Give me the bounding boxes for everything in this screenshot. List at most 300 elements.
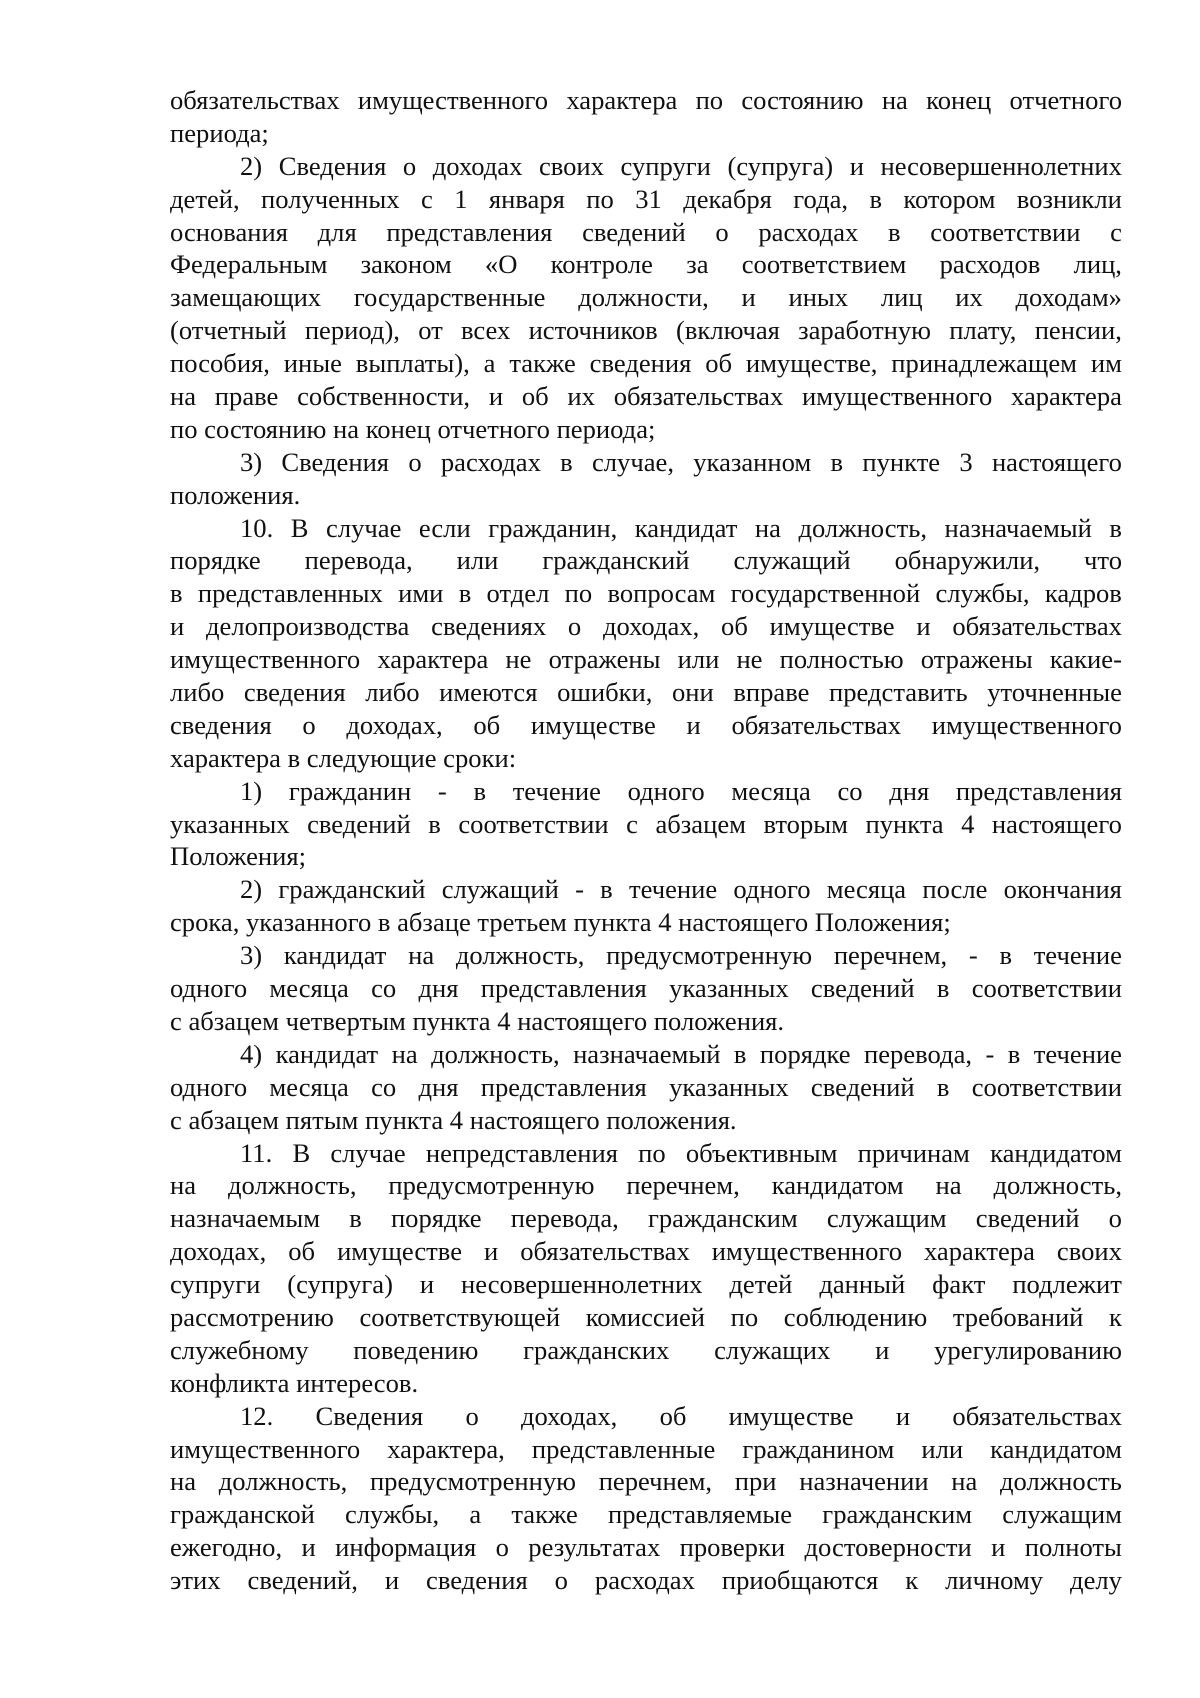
word: законом [360, 249, 452, 280]
word: и [301, 1532, 316, 1563]
word: служащий [733, 545, 851, 576]
word: порядке [170, 545, 261, 576]
text-line [170, 1137, 1122, 1170]
word: какие- [1049, 644, 1122, 675]
word: течение [512, 775, 601, 806]
word: дня [418, 973, 459, 1004]
word: случае [330, 1137, 406, 1168]
word: по [730, 1301, 759, 1332]
word: месяца [269, 1071, 349, 1102]
word: гражданин [288, 775, 412, 806]
word: должность, [798, 512, 927, 543]
word: имущественного [802, 381, 993, 412]
word: что [1084, 545, 1122, 576]
text-line [170, 1334, 1122, 1367]
word: кандидат [634, 512, 738, 543]
word: заработную [798, 315, 932, 346]
document-page [170, 84, 1122, 1597]
word: они [671, 677, 714, 708]
word: в [560, 446, 573, 477]
word: несовершеннолетних [461, 1269, 703, 1300]
text-line [170, 1498, 1122, 1531]
word: гражданский [542, 545, 690, 576]
word: предусмотренную [388, 1170, 595, 1201]
word: имущественного [170, 1433, 361, 1464]
word: соответствующей [359, 1301, 561, 1332]
word: факт [932, 1269, 986, 1300]
word: соответствии [971, 1071, 1122, 1102]
word: либо [365, 677, 420, 708]
word: и [991, 1532, 1006, 1563]
text-line [170, 1564, 1122, 1597]
word: в [869, 183, 883, 214]
word: случае, [591, 446, 674, 477]
word: и [895, 1400, 911, 1431]
word: в [1109, 512, 1122, 543]
word: должность, [218, 1466, 348, 1497]
word: личному [945, 1565, 1044, 1596]
word: характера [923, 1236, 1035, 1267]
word: представления [955, 775, 1122, 806]
word: одного [170, 1071, 248, 1102]
word: предусмотренную [369, 1466, 577, 1497]
word: пособия, [170, 348, 270, 379]
word: и [170, 611, 185, 642]
word: сведений [810, 973, 915, 1004]
word: своих [1056, 1236, 1122, 1267]
text-line [170, 775, 1122, 808]
text-line: характера в следующие сроки: [170, 742, 517, 773]
word: в [1007, 1038, 1021, 1069]
word: течение [628, 874, 718, 905]
word: характера [566, 85, 678, 115]
word: по [638, 1137, 666, 1168]
word: представленных [197, 578, 383, 609]
word: доходам» [1015, 282, 1122, 313]
word: о [408, 446, 422, 477]
word: соответствием [741, 249, 907, 280]
word: своих [538, 150, 604, 181]
word: в [936, 973, 950, 1004]
word: представляемые [608, 1499, 793, 1530]
word: характера [377, 644, 489, 675]
word: в [473, 775, 487, 806]
text-line [170, 216, 1122, 249]
text-line [170, 314, 1122, 347]
text-line: конфликта интересов. [170, 1367, 419, 1398]
word: поведению [353, 1334, 479, 1365]
word: несовершеннолетних [880, 150, 1122, 181]
word: обязательствах [170, 85, 340, 115]
word: об [659, 1400, 687, 1431]
word: об [473, 709, 501, 740]
word: их [567, 381, 595, 412]
word: месяца [269, 973, 349, 1004]
text-line: Положения; [170, 841, 306, 872]
word: служебному [170, 1334, 309, 1365]
word: приобщаются [721, 1565, 879, 1596]
word: детей, [170, 183, 240, 214]
word: этих [170, 1565, 221, 1596]
word: должность, [455, 940, 585, 971]
word: имуществе [337, 1236, 462, 1267]
word: на [170, 1466, 197, 1497]
word: представления [480, 1071, 647, 1102]
word: представленные [531, 1433, 716, 1464]
word: 31 [635, 183, 662, 214]
word: на [754, 512, 781, 543]
word: перечнем, [833, 940, 948, 971]
word: доходах, [170, 1236, 267, 1267]
word: с [626, 808, 638, 839]
word: делу [1070, 1565, 1122, 1596]
word: сведений [307, 808, 411, 839]
word: принадлежащем [891, 348, 1077, 379]
word: указанных [669, 1071, 789, 1102]
word: о [715, 216, 729, 247]
word: представить [829, 677, 968, 708]
word: назначаемый [944, 512, 1092, 543]
word: для [317, 216, 357, 247]
word: и [916, 611, 931, 642]
word: на [170, 381, 197, 412]
word: - [575, 874, 584, 905]
word: полноты [1024, 1532, 1122, 1563]
word: указанном [693, 446, 812, 477]
word: о [402, 150, 417, 181]
text-line [170, 1400, 1122, 1433]
word: кандидат [283, 940, 387, 971]
word: пункта [865, 808, 944, 839]
word: всех [461, 315, 511, 346]
word: 3) [240, 940, 263, 971]
word: обязательствах [520, 1236, 690, 1267]
word: 3) [240, 446, 263, 477]
word: служащих [714, 1334, 831, 1365]
word: состоянию [741, 85, 864, 115]
text-line [170, 1235, 1122, 1268]
word: 1 [454, 183, 468, 214]
word: «О [484, 249, 518, 280]
word: со [371, 1071, 397, 1102]
word: перечнем, [626, 1170, 740, 1201]
word: имущественного [711, 1236, 902, 1267]
word: и [384, 1565, 400, 1596]
word: о [567, 611, 582, 642]
word: подлежит [1012, 1269, 1122, 1300]
word: месяца [731, 775, 811, 806]
word: порядке [759, 1038, 851, 1069]
word: имуществе, [745, 348, 878, 379]
word: им [1090, 348, 1122, 379]
word: назначении [799, 1466, 929, 1497]
text-line [170, 1301, 1122, 1334]
word: - [968, 940, 978, 971]
word: обязательствах [731, 709, 902, 740]
word: расходах [594, 1565, 695, 1596]
word: ошибки, [557, 677, 653, 708]
word: сведения [243, 677, 346, 708]
word: если [418, 512, 471, 543]
word: одного [733, 874, 811, 905]
word: сведения [426, 1565, 528, 1596]
text-line [170, 676, 1122, 709]
word: характера, [387, 1433, 505, 1464]
word: абзацем [655, 808, 746, 839]
text-line [170, 380, 1122, 413]
word: кадров [1044, 578, 1122, 609]
word: пенсии, [1034, 315, 1122, 346]
word: вопросам [607, 578, 716, 609]
word: информация [335, 1532, 477, 1563]
text-line [170, 610, 1122, 643]
word: кандидатом [771, 1170, 904, 1201]
word: отражены [548, 644, 661, 675]
word: назначаемым [170, 1203, 321, 1234]
word: дня [418, 1071, 459, 1102]
word: а [483, 348, 496, 379]
word: полностью [779, 644, 904, 675]
word: порядке [390, 1203, 482, 1234]
word: иных [788, 282, 849, 313]
word: 11. [240, 1137, 273, 1168]
word: на [951, 1466, 978, 1497]
word: года, [793, 183, 849, 214]
word: доходах, [602, 611, 700, 642]
word: а [469, 1499, 482, 1530]
word: обнаружили, [894, 545, 1041, 576]
word: службы, [345, 1499, 440, 1530]
word: на [170, 1170, 197, 1201]
word: обязательствах [952, 1400, 1122, 1431]
word: гражданин, [488, 512, 618, 543]
word: контроле [550, 249, 653, 280]
word: при [734, 1466, 777, 1497]
word: одного [627, 775, 705, 806]
word: супруги [620, 150, 711, 181]
text-line [170, 577, 1122, 610]
word: требований [952, 1301, 1084, 1332]
word: возникли [1016, 183, 1122, 214]
word: имуществе [769, 611, 895, 642]
text-line [170, 544, 1122, 577]
word: Сведения [278, 150, 387, 181]
text-line [170, 972, 1122, 1005]
word: и [849, 150, 864, 181]
word: обязательствах [613, 381, 784, 412]
text-line [170, 512, 1122, 545]
word: 4) [240, 1038, 263, 1069]
word: государственные [353, 282, 546, 313]
word: В [290, 512, 309, 543]
word: об [521, 381, 549, 412]
word: комиссией [585, 1301, 705, 1332]
word: назначаемый [573, 1038, 721, 1069]
text-line [170, 1268, 1122, 1301]
word: отдел [486, 578, 550, 609]
word: сведений [975, 1203, 1080, 1234]
word: должность, [431, 1038, 560, 1069]
word: о [465, 1400, 479, 1431]
word: 3 [959, 446, 973, 477]
word: уточненные [987, 677, 1122, 708]
word: должность, [993, 1170, 1122, 1201]
word: котором [903, 183, 996, 214]
word: в [999, 940, 1012, 971]
word: о [1108, 1203, 1122, 1234]
word: проверки [679, 1532, 786, 1563]
word: к [905, 1565, 919, 1596]
word: отчетного [1009, 85, 1122, 115]
word: перевода, [510, 1203, 619, 1234]
word: рассмотрению [170, 1301, 334, 1332]
word: кандидатом [990, 1137, 1122, 1168]
word: либо [170, 677, 225, 708]
word: окончания [1003, 874, 1122, 905]
word: настоящего [991, 808, 1122, 839]
word: соответствии [930, 216, 1081, 247]
word: замещающих [170, 282, 322, 313]
word: указанных [170, 808, 290, 839]
word: имеются [439, 677, 538, 708]
word: ими [398, 578, 444, 609]
word: течение [1033, 940, 1122, 971]
word: полученных [261, 183, 400, 214]
word: гражданином [742, 1433, 895, 1464]
word: от [418, 315, 443, 346]
word: гражданским [647, 1203, 798, 1234]
word: конец [926, 85, 992, 115]
word: на [881, 85, 908, 115]
word: и [741, 282, 756, 313]
word: плату, [949, 315, 1017, 346]
word: декабря [683, 183, 772, 214]
word: об [721, 611, 748, 642]
word: и [686, 709, 701, 740]
word: о [302, 709, 316, 740]
word: должности, [578, 282, 709, 313]
word: соответствии [971, 973, 1122, 1004]
word: сведениях [431, 611, 547, 642]
word: об [705, 348, 733, 379]
word: к [1109, 1301, 1122, 1332]
word: должность [1000, 1466, 1122, 1497]
word: в [830, 446, 844, 477]
word: период), [304, 315, 400, 346]
word: урегулированию [934, 1334, 1122, 1365]
word: одного [170, 973, 248, 1004]
word: на [391, 1038, 418, 1069]
text-line: с абзацем пятым пункта 4 настоящего положения. [170, 1104, 737, 1135]
word: причинам [857, 1137, 970, 1168]
text-line: по состоянию на конец отчетного периода; [170, 413, 656, 444]
word: супруги [170, 1269, 261, 1300]
word: также [511, 1499, 578, 1530]
word: ежегодно, [170, 1532, 283, 1563]
word: сведений, [247, 1565, 358, 1596]
word: (супруга) [727, 150, 834, 181]
text-line [170, 1071, 1122, 1104]
word: (супруга) [287, 1269, 393, 1300]
word: 4 [961, 808, 975, 839]
word: В [292, 1137, 311, 1168]
word: дня [889, 775, 930, 806]
word: вторым [763, 808, 848, 839]
word: не [505, 644, 532, 675]
text-line [170, 248, 1122, 281]
word: основания [170, 216, 288, 247]
word: служащий [441, 874, 559, 905]
word: соблюдению [783, 1301, 928, 1332]
word: государственной [730, 578, 921, 609]
word: 1) [240, 775, 263, 806]
word: Федеральным [170, 249, 328, 280]
word: случае [326, 512, 402, 543]
word: служащим [826, 1203, 947, 1234]
word: в [936, 1071, 950, 1102]
word: имуществе [728, 1400, 854, 1431]
word: соответствии [458, 808, 609, 839]
word: о [554, 1565, 568, 1596]
word: января [488, 183, 565, 214]
word: 2) [240, 150, 263, 181]
word: (отчетный [170, 315, 287, 346]
word: кандидатом [990, 1433, 1122, 1464]
word: со [837, 775, 863, 806]
word: в [600, 874, 613, 905]
word: иные [283, 348, 342, 379]
word: праве [214, 381, 279, 412]
word: сведений [810, 1071, 915, 1102]
text-line: положения. [170, 479, 301, 510]
text-line [170, 643, 1122, 676]
word: лиц, [1073, 249, 1122, 280]
word: со [371, 973, 397, 1004]
word: перевода, [304, 545, 413, 576]
word: (включая [676, 315, 780, 346]
word: служащим [1002, 1499, 1122, 1530]
word: с [1110, 216, 1122, 247]
word: или [456, 545, 499, 576]
word: на [408, 940, 435, 971]
word: результатах [528, 1532, 661, 1563]
text-line [170, 709, 1122, 742]
word: в [349, 1203, 362, 1234]
word: гражданских [523, 1334, 670, 1365]
word: указанных [669, 973, 789, 1004]
word: обязательствах [952, 611, 1122, 642]
word: сведения [589, 348, 692, 379]
word: 12. [240, 1400, 274, 1431]
word: отражены [920, 644, 1033, 675]
word: в [888, 216, 901, 247]
word: гражданский [278, 874, 426, 905]
text-line: с абзацем четвертым пункта 4 настоящего положения. [170, 1005, 785, 1036]
word: после [922, 874, 988, 905]
word: в [428, 808, 441, 839]
word: в [170, 578, 183, 609]
text-line [170, 1433, 1122, 1466]
word: течение [1033, 1038, 1122, 1069]
word: перечнем, [598, 1466, 713, 1497]
word: 10. [240, 512, 274, 543]
word: имущественного [931, 709, 1122, 740]
word: расходов [939, 249, 1041, 280]
word: Сведения [315, 1400, 424, 1431]
word: и [483, 1236, 499, 1267]
text-line [170, 150, 1122, 183]
word: - [437, 775, 447, 806]
